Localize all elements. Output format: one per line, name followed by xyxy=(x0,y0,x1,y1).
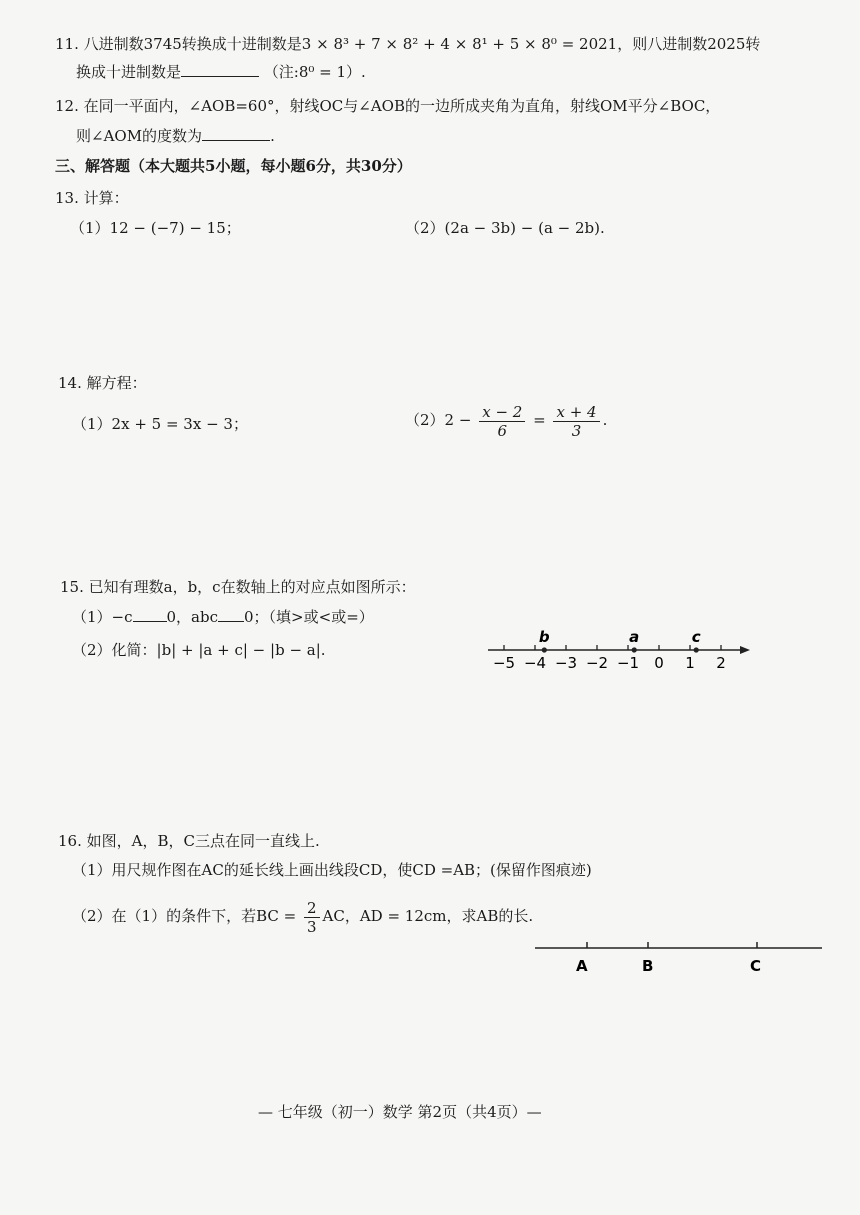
q16-frac-denominator: 3 xyxy=(306,917,317,936)
q14-frac2-numerator: x + 4 xyxy=(553,403,599,422)
page-footer: — 七年级（初一）数学 第2页（共4页）— xyxy=(258,1103,542,1121)
q16-part2 xyxy=(72,896,533,936)
q15-part2: （2）化简：|b| + |a + c| − |b − a|. xyxy=(72,641,326,659)
q16-frac-numerator: 2 xyxy=(304,899,320,918)
q14-part1: （1）2x + 5 = 3x − 3； xyxy=(72,415,248,433)
number-line-tick-label: −3 xyxy=(554,654,578,672)
label-B: B xyxy=(642,957,654,975)
q14-part2-suffix: . xyxy=(602,411,608,429)
q13-title: 13. 计算： xyxy=(55,189,129,207)
number-line-tick-label: 2 xyxy=(716,654,726,672)
q15-blank-2[interactable] xyxy=(218,607,244,622)
q16-fraction xyxy=(304,899,320,936)
q16-part1: （1）用尺规作图在AC的延长线上画出线段CD，使CD =AB；(保留作图痕迹) xyxy=(72,861,592,879)
label-C: C xyxy=(750,957,762,975)
q16-title: 16. 如图，A，B，C三点在同一直线上. xyxy=(58,832,320,850)
q15-title: 15. 已知有理数a，b，c在数轴上的对应点如图所示： xyxy=(60,578,416,596)
q15-part1-b: 0，abc xyxy=(166,608,219,626)
q16-part2-suffix: AC，AD = 12cm，求AB的长. xyxy=(322,907,534,925)
arrow-icon xyxy=(740,646,750,654)
number-line-figure xyxy=(480,620,760,680)
q11-line2-prefix: 换成十进制数是 xyxy=(76,63,182,81)
segment-figure xyxy=(530,935,830,980)
number-line-tick-label: −5 xyxy=(492,654,516,672)
q14-frac2-denominator: 3 xyxy=(571,421,582,440)
q12-line2-prefix: 则∠AOM的度数为 xyxy=(76,127,203,145)
number-line-tick-label: 0 xyxy=(654,654,664,672)
q16-part2-prefix: （2）在（1）的条件下，若BC = xyxy=(72,907,297,925)
label-A: A xyxy=(576,957,588,975)
number-line-tick-label: −2 xyxy=(585,654,609,672)
point-a xyxy=(632,647,637,652)
q14-part2-prefix: （2）2 − xyxy=(405,411,472,429)
q12-line2-suffix: . xyxy=(270,127,275,145)
q14-part2 xyxy=(405,400,607,440)
q12-line2 xyxy=(76,126,275,146)
q14-fraction-right xyxy=(553,403,599,440)
q11-line1: 11. 八进制数3745转换成十进制数是3 × 8³ + 7 × 8² + 4 × 8¹ + 5 × 8⁰ = 2021，则八进制数2025转 xyxy=(55,35,761,53)
point-c xyxy=(694,647,699,652)
q11-line2 xyxy=(76,62,366,82)
point-label-c: c xyxy=(691,628,701,646)
section3-heading: 三、解答题（本大题共5小题，每小题6分，共30分） xyxy=(55,157,412,175)
q13-part2: （2）(2a − 3b) − (a − 2b). xyxy=(405,219,605,237)
q14-fraction-left xyxy=(479,403,525,440)
q14-frac1-numerator: x − 2 xyxy=(479,403,525,422)
q15-blank-1[interactable] xyxy=(133,607,167,622)
q11-line2-suffix: （注:8⁰ = 1）. xyxy=(263,63,366,81)
point-label-b: b xyxy=(538,628,550,646)
q14-title: 14. 解方程： xyxy=(58,374,147,392)
q15-part1-c: 0；（填>或<或=） xyxy=(244,608,374,626)
q14-equals: = xyxy=(533,411,546,429)
q11-answer-blank[interactable] xyxy=(181,62,259,77)
q15-part1 xyxy=(72,607,374,627)
number-line-tick-label: −1 xyxy=(616,654,640,672)
q12-answer-blank[interactable] xyxy=(202,126,270,141)
q13-part1: （1）12 − (−7) − 15； xyxy=(70,219,241,237)
point-b xyxy=(542,647,547,652)
q15-part1-a: （1）−c xyxy=(72,608,133,626)
number-line-tick-label: 1 xyxy=(685,654,695,672)
point-label-a: a xyxy=(629,628,640,646)
q12-line1: 12. 在同一平面内，∠AOB=60°，射线OC与∠AOB的一边所成夹角为直角，射线OM平分∠BOC， xyxy=(55,97,721,115)
q14-frac1-denominator: 6 xyxy=(497,421,508,440)
number-line-tick-label: −4 xyxy=(523,654,547,672)
